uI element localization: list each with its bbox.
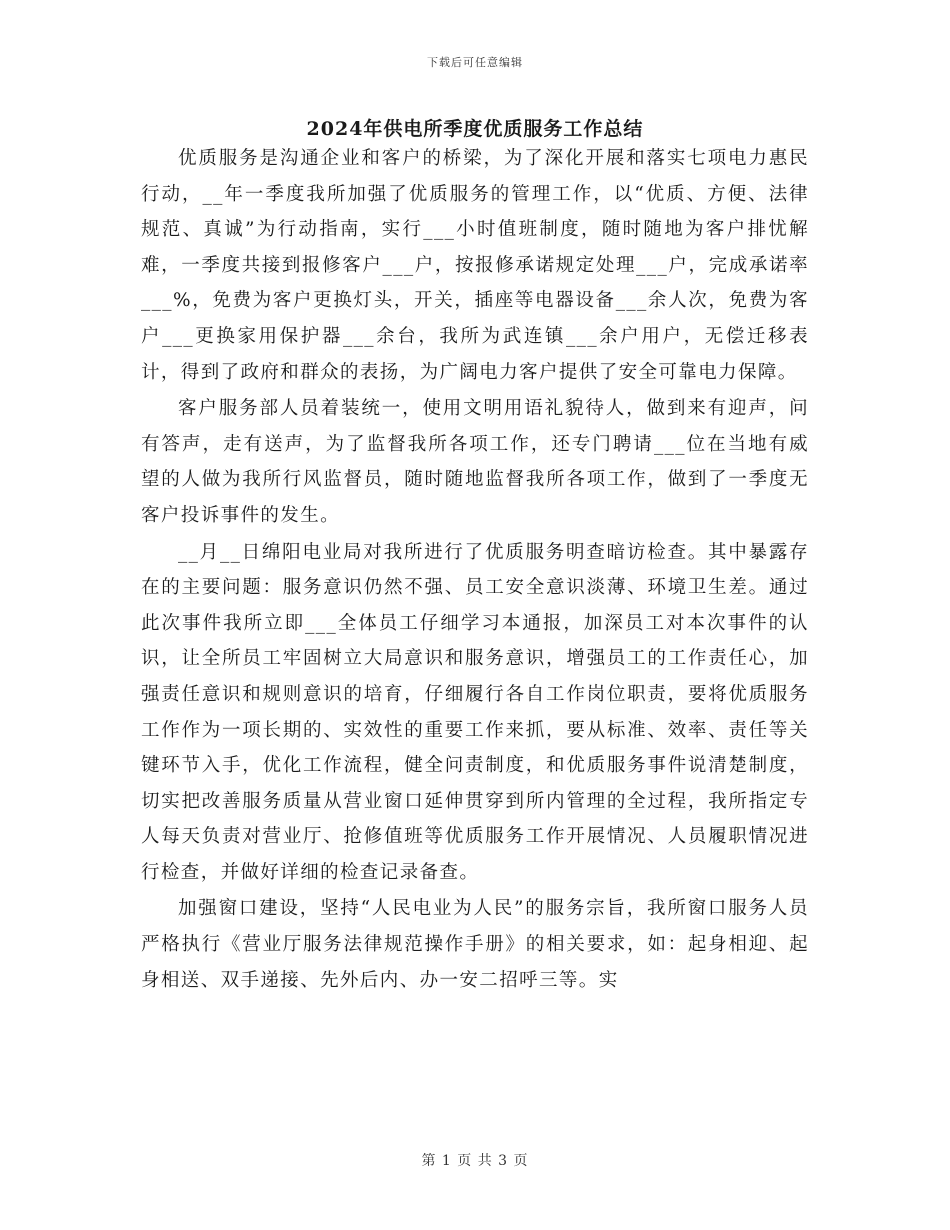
document-body: [141, 141, 809, 999]
paragraph-2: 客户服务部人员着装统一，使用文明用语礼貌待人，做到来有迎声，问有答声，走有送声，为了监督我所各项工作，还专门聘请___位在当地有威望的人做为我所行风监督员，随时随地监督我所各项工作，做到了一季度无客户投诉事件的发生。: [141, 398, 809, 526]
paragraph-4: 加强窗口建设，坚持“人民电业为人民”的服务宗旨，我所窗口服务人员严格执行《营业厅服务法律规范操作手册》的相关要求，如：起身相迎、起身相送、双手递接、先外后内、办一安二招呼三等。实: [141, 898, 809, 991]
page-indicator: 第 1 页 共 3 页: [421, 1153, 529, 1169]
document-title: 2024年供电所季度优质服务工作总结: [306, 118, 644, 140]
paragraph-1: 优质服务是沟通企业和客户的桥梁，为了深化开展和落实七项电力惠民行动，__年一季度我所加强了优质服务的管理工作，以“优质、方便、法律规范、真诚”为行动指南，实行___小时值班制度，随时随地为客户排忧解难，一季度共接到报修客户___户，按报修承诺规定处理___户，完成承诺率___%，免费为客户更换灯头，开关，插座等电器设备___余人次，免费为客户___更换家用保护器___余台，我所为武连镇___余户用户，无偿迁移表计，得到了政府和群众的表扬，为广阔电力客户提供了安全可靠电力保障。: [141, 148, 809, 383]
header-note: 下载后可任意编辑: [427, 56, 523, 69]
paragraph-3: __月__日绵阳电业局对我所进行了优质服务明查暗访检查。其中暴露存在的主要问题：服务意识仍然不强、员工安全意识淡薄、环境卫生差。通过此次事件我所立即___全体员工仔细学习本通报，加深员工对本次事件的认识，让全所员工牢固树立大局意识和服务意识，增强员工的工作责任心，加强责任意识和规则意识的培育，仔细履行各自工作岗位职责，要将优质服务工作作为一项长期的、实效性的重要工作来抓，要从标准、效率、责任等关键环节入手，优化工作流程，健全问责制度，和优质服务事件说清楚制度，切实把改善服务质量从营业窗口延伸贯穿到所内管理的全过程，我所指定专人每天负责对营业厅、抢修值班等优质服务工作开展情况、人员履职情况进行检查，并做好详细的检查记录备查。: [141, 541, 809, 883]
